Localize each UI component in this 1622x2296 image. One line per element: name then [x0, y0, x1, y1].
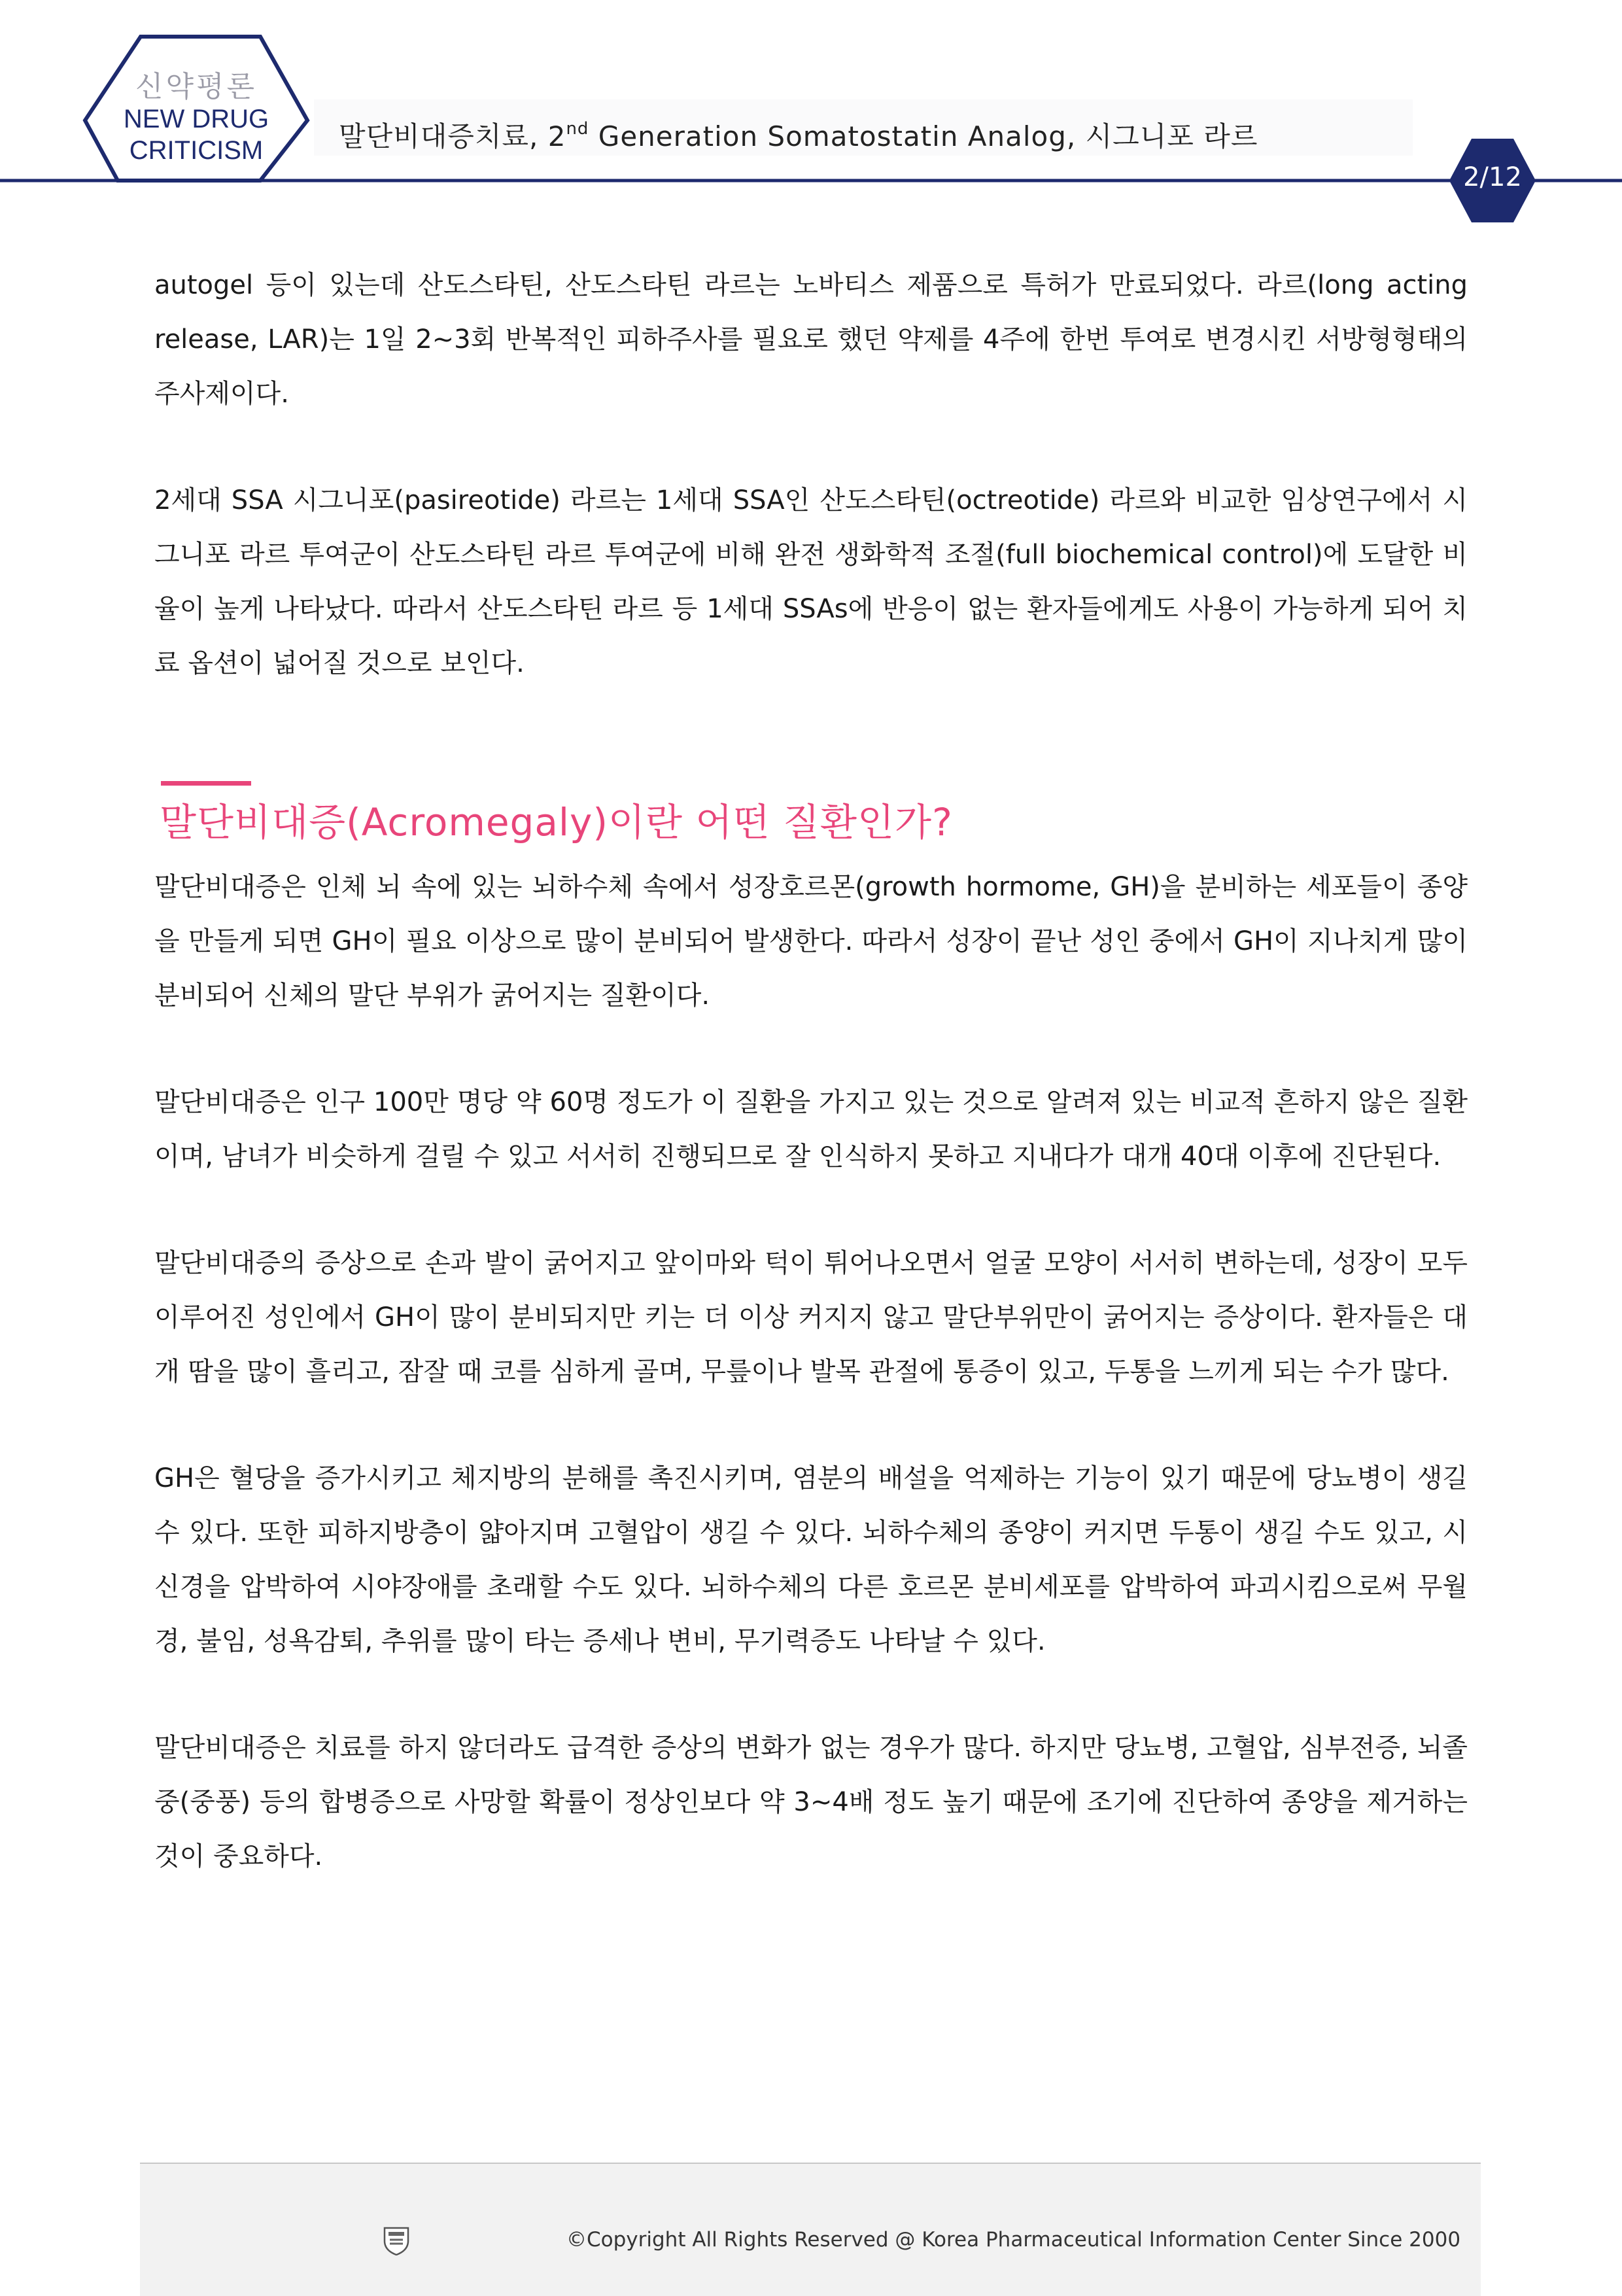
logo-english	[111, 103, 281, 166]
title-main: 말단비대증치료, 2	[339, 120, 566, 152]
title-rest: Generation Somatostatin Analog, 시그니포 라르	[589, 120, 1258, 152]
body-section	[154, 860, 1468, 1884]
paragraph: 말단비대증은 인구 100만 명당 약 60명 정도가 이 질환을 가지고 있는 것으로 알려져 있는 비교적 흔하지 않은 질환이며, 남녀가 비슷하게 걸릴 수 있고 서서히 진행되므로 잘 인식하지 못하고 지내다가 대개 40대 이후에 진단된다.	[154, 1087, 1468, 1172]
page-number: 2/12	[1463, 162, 1522, 192]
logo-english-line1: NEW DRUG	[123, 105, 269, 133]
document-title	[339, 115, 1258, 154]
copyright-text: ©Copyright All Rights Reserved @ Korea Pharmaceutical Information Center Since 2000	[566, 2228, 1461, 2252]
logo-korean: 신약평론	[135, 70, 257, 103]
logo-english-line2: CRITICISM	[129, 136, 264, 165]
heading-accent-bar	[161, 781, 251, 786]
body-top	[154, 258, 1468, 691]
paragraph: 말단비대증은 치료를 하지 않더라도 급격한 증상의 변화가 없는 경우가 많다. 하지만 당뇨병, 고혈압, 심부전증, 뇌졸중(중풍) 등의 합병증으로 사망할 확률이 정상인보다 약 3~4배 정도 높기 때문에 조기에 진단하여 종양을 제거하는 것이 중요하다.	[154, 1733, 1468, 1871]
paragraph: GH은 혈당을 증가시키고 체지방의 분해를 촉진시키며, 염분의 배설을 억제하는 기능이 있기 때문에 당뇨병이 생길 수 있다. 또한 피하지방층이 얇아지며 고혈압이 생길 수 있다. 뇌하수체의 종양이 커지면 두통이 생길 수도 있고, 시신경을 압박하여 시야장애를 초래할 수도 있다. 뇌하수체의 다른 호르몬 분비세포를 압박하여 파괴시킴으로써 무월경, 불임, 성욕감퇴, 추위를 많이 타는 증세나 변비, 무기력증도 나타날 수 있다.	[154, 1463, 1468, 1656]
footer	[140, 2163, 1481, 2296]
paragraph: 말단비대증의 증상으로 손과 발이 굵어지고 앞이마와 턱이 튀어나오면서 얼굴 모양이 서서히 변하는데, 성장이 모두 이루어진 성인에서 GH이 많이 분비되지만 키는 더 이상 커지지 않고 말단부위만이 굵어지는 증상이다. 환자들은 대개 땀을 많이 흘리고, 잠잘 때 코를 심하게 골며, 무릎이나 발목 관절에 통증이 있고, 두통을 느끼게 되는 수가 많다.	[154, 1248, 1468, 1387]
section-heading: 말단비대증(Acromegaly)이란 어떤 질환인가?	[160, 800, 953, 844]
paragraph: autogel 등이 있는데 산도스타틴, 산도스타틴 라르는 노바티스 제품으로 특허가 만료되었다. 라르(long acting release, LAR)는 1일 2~3회 반복적인 피하주사를 필요로 했던 약제를 4주에 한번 투여로 변경시킨 서방형형태의 주사제이다.	[154, 270, 1468, 409]
paragraph: 2세대 SSA 시그니포(pasireotide) 라르는 1세대 SSA인 산도스타틴(octreotide) 라르와 비교한 임상연구에서 시그니포 라르 투여군이 산도스타틴 라르 투여군에 비해 완전 생화학적 조절(full biochemical control)에 도달한 비율이 높게 나타났다. 따라서 산도스타틴 라르 등 1세대 SSAs에 반응이 없는 환자들에게도 사용이 가능하게 되어 치료 옵션이 넓어질 것으로 보인다.	[154, 485, 1468, 678]
paragraph: 말단비대증은 인체 뇌 속에 있는 뇌하수체 속에서 성장호르몬(growth hormome, GH)을 분비하는 세포들이 종양을 만들게 되면 GH이 필요 이상으로 많이 분비되어 발생한다. 따라서 성장이 끝난 성인 중에서 GH이 지나치게 많이 분비되어 신체의 말단 부위가 굵어지는 질환이다.	[154, 872, 1468, 1011]
title-superscript: nd	[566, 119, 589, 139]
crest-icon	[382, 2225, 411, 2255]
